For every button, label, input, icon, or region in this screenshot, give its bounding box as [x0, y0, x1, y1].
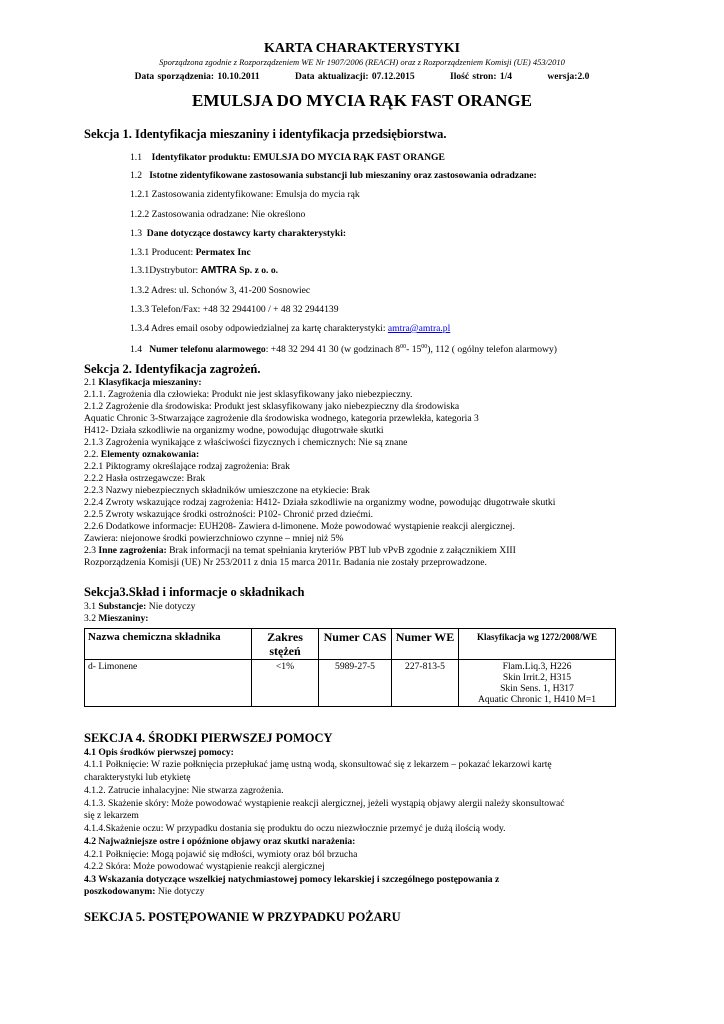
line-2-1-2-b: Aquatic Chronic 3-Stwarzające zagrożenie dla środowiska wodnego, kategoria przewlekła, kategoria 3 — [84, 413, 479, 424]
line-1-3-1-producer: 1.3.1 Producent: Permatex Inc — [130, 247, 251, 258]
amtra-logo: AMTRA — [200, 265, 237, 276]
classification-line: Flam.Liq.3, H226 — [502, 661, 572, 672]
line-4-3-b: poszkodowanym: Nie dotyczy — [84, 886, 205, 897]
cell-cas: 5989-27-5 — [319, 660, 392, 707]
line-2-1-2-c: H412- Działa szkodliwie na organizmy wodne, powodując długotrwałe skutki — [84, 425, 384, 436]
section-2-heading: Sekcja 2. Identyfikacja zagrożeń. — [84, 362, 261, 376]
section-1-heading: Sekcja 1. Identyfikacja mieszaniny i identyfikacja przedsiębiorstwa. — [84, 127, 447, 141]
line-4-1: 4.1 Opis środków pierwszej pomocy: — [84, 747, 234, 758]
line-1-3: 1.3 Dane dotyczące dostawcy karty charakterystyki: — [130, 228, 347, 239]
email-link[interactable]: amtra@amtra.pl — [387, 323, 451, 334]
line-4-1-4: 4.1.4.Skażenie oczu: W przypadku dostania się produktu do oczu niezwłocznie przemyć je dużą ilością wody. — [84, 823, 506, 834]
line-1-2: 1.2 Istotne zidentyfikowane zastosowania substancji lub mieszaniny oraz zastosowania odradzane: — [130, 170, 537, 181]
line-4-2-1: 4.2.1 Połknięcie: Mogą pojawić się mdłości, wymioty oraz ból brzucha — [84, 849, 358, 860]
line-2-2-6: 2.2.6 Dodatkowe informacje: EUH208- Zawiera d-limonene. Może powodować wystąpienie reakcji alergicznej. — [84, 521, 515, 532]
col-header-range: Zakres stężeń — [252, 629, 319, 660]
line-1-3-1-distributor: 1.3.1Dystrybutor: AMTRA Sp. z o. o. — [130, 265, 279, 276]
line-3-1: 3.1 Substancje: Nie dotyczy — [84, 601, 196, 612]
line-1-2-2: 1.2.2 Zastosowania odradzane: Nie określono — [130, 209, 306, 220]
line-2-2-3: 2.2.3 Nazwy niebezpiecznych składników umieszczone na etykiecie: Brak — [84, 485, 370, 496]
classification-line: Aquatic Chronic 1, H410 M=1 — [477, 694, 597, 705]
section-5-heading: SEKCJA 5. POSTĘPOWANIE W PRZYPADKU POŻARU — [84, 910, 401, 924]
line-3-2: 3.2 Mieszaniny: — [84, 613, 149, 624]
line-1-3-4: 1.3.4 Adres email osoby odpowiedzialnej za kartę charakterystyki: amtra@amtra.pl — [130, 323, 451, 334]
cell-classification — [459, 660, 616, 707]
line-1-3-3: 1.3.3 Telefon/Fax: +48 32 2944100 / + 48 32 2944139 — [130, 304, 339, 315]
line-4-2-2: 4.2.2 Skóra: Może powodować wystąpienie reakcji alergicznej — [84, 861, 325, 872]
line-2-2-1: 2.2.1 Piktogramy określające rodzaj zagrożenia: Brak — [84, 461, 290, 472]
composition-table — [84, 628, 616, 707]
col-header-name: Nazwa chemiczna składnika — [85, 629, 252, 660]
line-2-1-2: 2.1.2 Zagrożenie dla środowiska: Produkt jest sklasyfikowany jako niebezpieczny dla środowiska — [84, 401, 460, 412]
table-row — [85, 660, 616, 707]
line-4-1-2: 4.1.2. Zatrucie inhalacyjne: Nie stwarza zagrożenia. — [84, 785, 284, 796]
section-4-heading: SEKCJA 4. ŚRODKI PIERWSZEJ POMOCY — [84, 731, 333, 745]
line-2-2-5: 2.2.5 Zwroty wskazujące środki ostrożności: P102- Chronić przed dziećmi. — [84, 509, 374, 520]
line-1-4: 1.4 Numer telefonu alarmowego: +48 32 294 41 30 (w godzinach $8^{00}-$ $15^{00}$), 112 ( ogólny telefon alarmowy) — [130, 344, 557, 356]
line-1-3-2: 1.3.2 Adres: ul. Schonów 3, 41-200 Sosnowiec — [130, 285, 311, 296]
classification-line: Skin Irrit.2, H315 — [502, 672, 572, 683]
cell-range: <1% — [252, 660, 319, 707]
line-2-1-3: 2.1.3 Zagrożenia wynikające z właściwości fizycznych i chemicznych: Nie są znane — [84, 437, 408, 448]
regulation-subtitle: Sporządzona zgodnie z Rozporządzeniem WE Nr 1907/2006 (REACH) oraz z Rozporządzeniem Komisji (UE) 453/2010 — [159, 57, 565, 67]
line-2-2-4: 2.2.4 Zwroty wskazujące rodzaj zagrożenia: H412- Działa szkodliwie na organizmy wodne, powodując długotrwałe skutki — [84, 497, 556, 508]
document-meta — [0, 72, 724, 82]
line-4-1-3: 4.1.3. Skażenie skóry: Może powodować wystąpienie reakcji alergicznej, jeżeli wystąpią objawy alergii należy skonsultować — [84, 798, 565, 809]
page-count: Ilość stron: 1/4 — [450, 72, 513, 82]
version: wersja:2.0 — [547, 72, 590, 82]
line-2-2-2: 2.2.2 Hasła ostrzegawcze: Brak — [84, 473, 206, 484]
line-4-1-1: 4.1.1 Połknięcie: W razie połknięcia przepłukać jamę ustną wodą, skonsultować się z lekarzem – pokazać lekarzowi kartę — [84, 759, 552, 770]
section-3-heading: Sekcja3.Skład i informacje o składnikach — [84, 585, 305, 599]
classification-line: Skin Sens. 1, H317 — [500, 683, 574, 694]
line-4-3: 4.3 Wskazania dotyczące wszelkiej natychmiastowej pomocy lekarskiej i szczególnego postępowania z — [84, 874, 500, 885]
document-type-title: KARTA CHARAKTERYSTYKI — [264, 41, 460, 56]
line-2-1: 2.1 Klasyfikacja mieszaniny: — [84, 377, 202, 388]
line-2-3-b: Rozporządzenia Komisji (UE) Nr 253/2011 z dnia 15 marca 2011r. Badania nie zostały przeprowadzone. — [84, 557, 487, 568]
table-header-row — [85, 629, 616, 660]
col-header-cas: Numer CAS — [319, 629, 392, 660]
line-2-1-1: 2.1.1. Zagrożenia dla człowieka: Produkt nie jest sklasyfikowany jako niebezpieczny. — [84, 389, 413, 400]
line-2-3: 2.3 Inne zagrożenia: Brak informacji na temat spełniania kryteriów PBT lub vPvB zgodnie z załącznikiem XIII — [84, 545, 516, 556]
line-1-1: 1.1 Identyfikator produktu: EMULSJA DO MYCIA RĄK FAST ORANGE — [130, 152, 445, 163]
line-2-2-6-b: Zawiera: niejonowe środki powierzchniowo czynne – mniej niż 5% — [84, 533, 344, 544]
date-created: Data sporządzenia: 10.10.2011 — [134, 72, 260, 82]
product-title: EMULSJA DO MYCIA RĄK FAST ORANGE — [192, 91, 532, 110]
line-4-1-1-b: charakterystyki lub etykietę — [84, 772, 191, 783]
col-header-we: Numer WE — [392, 629, 459, 660]
line-1-2-1: 1.2.1 Zastosowania zidentyfikowane: Emulsja do mycia rąk — [130, 189, 360, 200]
cell-name: d- Limonene — [85, 660, 252, 707]
line-4-2: 4.2 Najważniejsze ostre i opóźnione objawy oraz skutki narażenia: — [84, 836, 356, 847]
line-4-1-3-b: się z lekarzem — [84, 810, 139, 821]
cell-we: 227-813-5 — [392, 660, 459, 707]
col-header-classification: Klasyfikacja wg 1272/2008/WE — [459, 629, 616, 660]
line-2-2: 2.2. Elementy oznakowania: — [84, 449, 200, 460]
date-updated: Data aktualizacji: 07.12.2015 — [294, 72, 415, 82]
